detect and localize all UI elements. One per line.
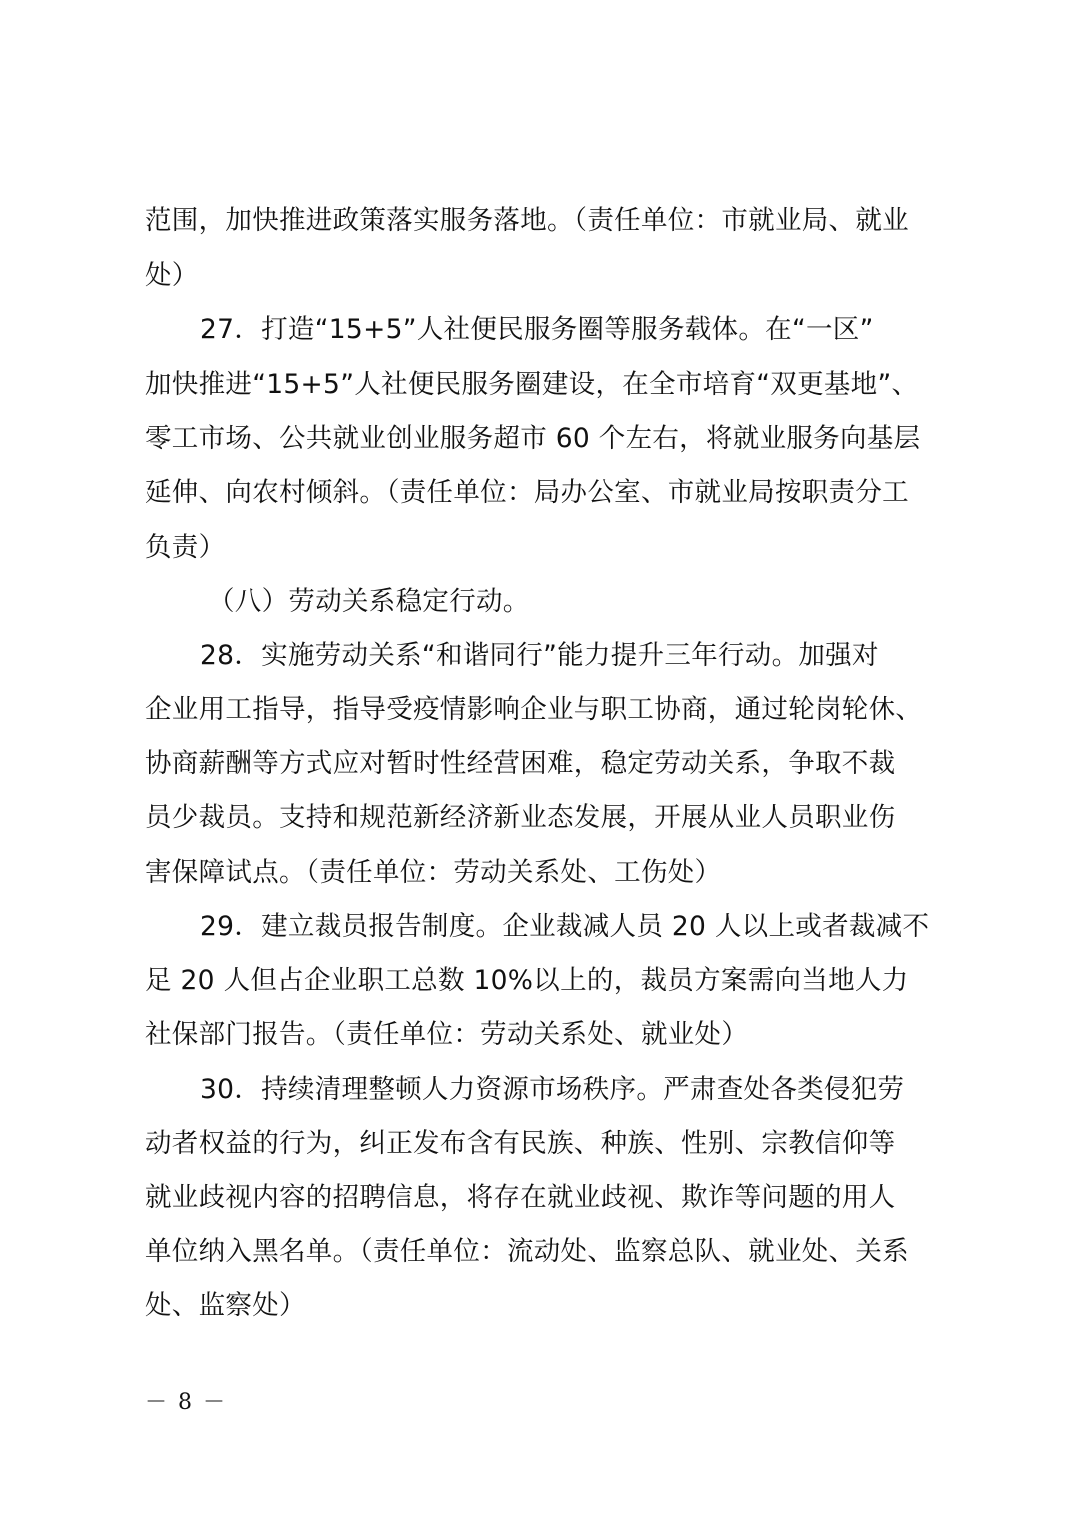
text-line: 协商薪酬等方式应对暂时性经营困难，稳定劳动关系，争取不裁 (145, 748, 896, 779)
text-line: 社保部门报告。（责任单位：劳动关系处、就业处） (145, 1019, 749, 1050)
text-line: 加快推进“15+5”人社便民服务圈建设，在全市培育“双更基地”、 (145, 369, 919, 400)
text-line: 范围，加快推进政策落实服务落地。（责任单位：市就业局、就业 (145, 205, 909, 236)
text-line: 害保障试点。（责任单位：劳动关系处、工伤处） (145, 857, 722, 888)
page-number: － 8 － (145, 1390, 227, 1415)
text-line: 足 20 人但占企业职工总数 10%以上的，裁员方案需向当地人力 (145, 965, 909, 996)
text-line: 处） (145, 260, 199, 291)
text-line: 负责） (145, 532, 226, 563)
text-line: 单位纳入黑名单。（责任单位：流动处、监察总队、就业处、关系 (145, 1236, 909, 1267)
text-line: 延伸、向农村倾斜。（责任单位：局办公室、市就业局按职责分工 (145, 477, 909, 508)
text-line: 处、监察处） (145, 1290, 306, 1321)
section-heading: （八）劳动关系稳定行动。 (208, 586, 530, 617)
text-line: 员少裁员。支持和规范新经济新业态发展，开展从业人员职业伤 (145, 802, 896, 833)
text-line: 企业用工指导，指导受疫情影响企业与职工协商，通过轮岗轮休、 (145, 694, 923, 725)
text-line: 动者权益的行为，纠正发布含有民族、种族、性别、宗教信仰等 (145, 1128, 896, 1159)
paragraph-28-start: 28．实施劳动关系“和谐同行”能力提升三年行动。加强对 (200, 640, 879, 671)
paragraph-27-start: 27．打造“15+5”人社便民服务圈等服务载体。在“一区” (200, 314, 874, 345)
text-line: 就业歧视内容的招聘信息，将存在就业歧视、欺诈等问题的用人 (145, 1182, 896, 1213)
paragraph-30-start: 30．持续清理整顿人力资源市场秩序。严肃查处各类侵犯劳 (200, 1074, 905, 1105)
text-line: 零工市场、公共就业创业服务超市 60 个左右，将就业服务向基层 (145, 423, 921, 454)
paragraph-29-start: 29．建立裁员报告制度。企业裁减人员 20 人以上或者裁减不 (200, 911, 930, 942)
